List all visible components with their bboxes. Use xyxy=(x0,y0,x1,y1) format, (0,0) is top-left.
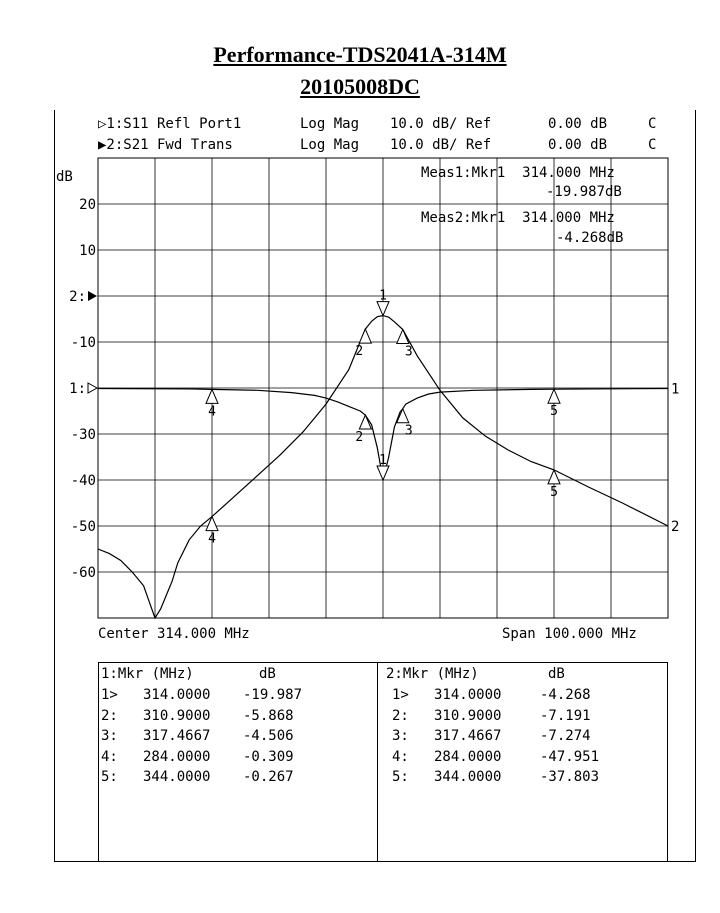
y-tick-label: -50 xyxy=(70,519,96,535)
marker-5-icon xyxy=(548,389,560,403)
y-tick-label: 10 xyxy=(79,243,96,259)
ch1-ref: 0.00 dB xyxy=(548,116,608,132)
ch1-marker-label: ▷1:S11 Refl Port1 xyxy=(98,116,242,132)
ch2-format: Log Mag xyxy=(300,137,360,153)
marker-db: -37.803 xyxy=(540,769,600,785)
chart-grid xyxy=(98,158,668,618)
ch2-scale: 10.0 dB/ Ref xyxy=(390,137,492,153)
marker-id: 4: xyxy=(101,748,118,765)
marker-label: 1 xyxy=(379,288,387,304)
y-tick-labels xyxy=(69,197,97,581)
marker-db: -7.274 xyxy=(540,728,591,744)
y-axis-unit: dB xyxy=(56,169,73,185)
meas1-label: Meas1:Mkr1 314.000 MHz xyxy=(421,165,615,181)
y-tick-label: -40 xyxy=(70,473,96,489)
marker-db: -4.506 xyxy=(243,728,294,744)
marker-label: 4 xyxy=(208,404,216,420)
meas2-value: -4.268dB xyxy=(556,230,624,246)
y-tick-label: -60 xyxy=(70,565,96,581)
header-db: dB xyxy=(548,666,565,682)
marker-table-ch1 xyxy=(99,663,378,861)
marker-label: 3 xyxy=(404,344,413,360)
marker-label: 2 xyxy=(355,344,364,360)
marker-id: 2: xyxy=(101,707,118,724)
y-tick-label: 1: xyxy=(69,381,86,397)
marker-id: 3: xyxy=(101,728,118,744)
page-title: Performance-TDS2041A-314M xyxy=(213,42,507,67)
marker-frequency: 344.0000 xyxy=(434,769,502,785)
marker-frequency: 314.0000 xyxy=(434,687,502,703)
marker-label: 3 xyxy=(404,423,413,439)
marker-label: 5 xyxy=(550,484,558,500)
marker-id: 5: xyxy=(392,769,409,785)
center-frequency: Center 314.000 MHz xyxy=(98,626,250,642)
marker-frequency: 310.9000 xyxy=(143,707,211,724)
ch2-flag: C xyxy=(648,137,657,153)
marker-id: 4: xyxy=(392,748,409,765)
table-header xyxy=(380,666,565,686)
marker-frequency: 314.0000 xyxy=(143,687,211,703)
marker-db: -4.268 xyxy=(540,687,591,703)
y-tick-label: -30 xyxy=(70,427,96,443)
trace-end-label: 1 xyxy=(671,381,680,398)
marker-frequency: 317.4667 xyxy=(143,728,211,744)
y-tick-label: -10 xyxy=(70,335,96,351)
marker-db: -19.987 xyxy=(243,687,303,703)
ch1-scale: 10.0 dB/ Ref xyxy=(390,116,492,132)
marker-id: 5: xyxy=(101,769,118,785)
marker-frequency: 344.0000 xyxy=(143,769,211,785)
table-header xyxy=(101,666,276,686)
marker-label: 1 xyxy=(379,452,387,468)
marker-id: 3: xyxy=(392,728,409,744)
y-tick-label: 2: xyxy=(69,289,86,305)
marker-label: 2 xyxy=(355,429,364,445)
marker-frequency: 317.4667 xyxy=(434,728,502,744)
marker-frequency: 284.0000 xyxy=(434,748,502,765)
y-tick-label: 20 xyxy=(79,197,96,213)
marker-label: 4 xyxy=(208,531,216,547)
marker-label: 5 xyxy=(550,404,558,420)
marker-1-icon xyxy=(377,466,389,480)
marker-db: -7.191 xyxy=(540,707,591,724)
marker-frequency: 284.0000 xyxy=(143,748,211,765)
marker-db: -5.868 xyxy=(243,707,294,724)
meas2-label: Meas2:Mkr1 314.000 MHz xyxy=(421,210,615,226)
header-mkr: 1:Mkr (MHz) xyxy=(101,666,194,682)
ch2-reference-icon xyxy=(88,291,97,301)
header-mkr: 2:Mkr (MHz) xyxy=(386,666,479,682)
ch2-marker-label: ▶2:S21 Fwd Trans xyxy=(98,137,233,153)
marker-table xyxy=(98,662,668,862)
trace-end-label: 2 xyxy=(671,519,680,535)
marker-db: -47.951 xyxy=(540,748,600,765)
trace-end-labels xyxy=(671,381,679,535)
marker-2-icon xyxy=(359,329,371,343)
ch1-reference-icon xyxy=(88,383,97,393)
ch1-flag: C xyxy=(648,116,657,132)
marker-db: -0.267 xyxy=(243,769,294,785)
marker-frequency: 310.9000 xyxy=(434,707,502,724)
marker-4-icon xyxy=(206,389,218,403)
span-frequency: Span 100.000 MHz xyxy=(502,626,637,642)
marker-id: 2: xyxy=(392,707,409,724)
marker-4-icon xyxy=(206,517,218,531)
marker-table-ch2 xyxy=(378,663,668,861)
page-subtitle: 20105008DC xyxy=(300,74,420,99)
marker-db: -0.309 xyxy=(243,748,294,765)
marker-id: 1> xyxy=(101,687,118,703)
meas1-value: -19.987dB xyxy=(546,184,622,200)
ch2-ref: 0.00 dB xyxy=(548,137,608,153)
ch1-format: Log Mag xyxy=(300,116,360,132)
header-db: dB xyxy=(259,666,276,682)
marker-1-icon xyxy=(377,302,389,316)
marker-id: 1> xyxy=(392,687,409,703)
